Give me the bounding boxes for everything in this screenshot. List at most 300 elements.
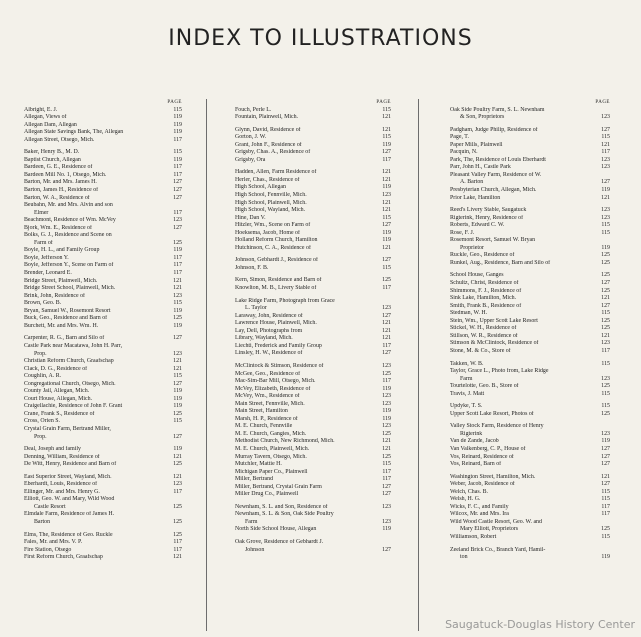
- index-entry-page: 115: [601, 533, 610, 540]
- index-entry: [24, 164, 182, 172]
- index-entry-page: 121: [382, 335, 391, 342]
- index-entry: [450, 361, 610, 369]
- index-entry: [450, 310, 610, 318]
- index-entry-page: 119: [601, 244, 610, 251]
- index-entry-title: Vos, Reinard, Barn of: [450, 461, 502, 468]
- index-entry-page: 121: [601, 295, 610, 302]
- index-entry-title: Takken, W. B.: [450, 360, 484, 367]
- index-entry-page: 115: [173, 300, 182, 307]
- index-entry-title: Rigterink, Henry, Residence of: [450, 214, 524, 221]
- index-entry-page: 119: [382, 385, 391, 392]
- index-entry: [235, 519, 391, 527]
- index-entry: [450, 376, 610, 384]
- index-entry-title: Fountain, Plainwell, Mich.: [235, 114, 298, 121]
- index-entry-title: Johnson, Gebhardt J., Residence of: [235, 257, 318, 264]
- index-entry-page: 127: [382, 222, 391, 229]
- index-entry-page: 121: [382, 176, 391, 183]
- index-entry: [235, 438, 391, 446]
- index-entry-page: 123: [382, 423, 391, 430]
- index-entry-page: 119: [173, 114, 182, 121]
- index-entry-title: Stedman, W. H.: [450, 310, 488, 317]
- index-entry: [450, 230, 610, 238]
- index-entry-title: Brown, Geo. B.: [24, 300, 62, 307]
- index-entry-title: Van Valkenberg, C. P., House of: [450, 445, 526, 452]
- index-entry-title: Beubahn, Mr. and Mrs. Alvin and son: [24, 202, 113, 209]
- index-entry-page: 123: [382, 393, 391, 400]
- index-entry: [450, 481, 610, 489]
- index-entry-title: Allegan State Savings Bank, The, Allegan: [24, 129, 124, 136]
- index-entry-title: ton: [460, 554, 468, 561]
- index-entry-title: McClintock & Stimson, Residence of: [235, 362, 324, 369]
- index-entry-page: 119: [173, 247, 182, 254]
- index-entry: [235, 350, 391, 358]
- index-entry-page: 127: [173, 224, 182, 231]
- index-entry: [235, 142, 391, 150]
- index-entry-title: Bryan, Samuel W., Rosemont Resort: [24, 307, 111, 314]
- index-entry-title: Stimson & McClintock, Residence of: [450, 340, 539, 347]
- index-entry-title: Miller, Bertrand: [235, 476, 274, 483]
- index-entry-page: 125: [601, 325, 610, 332]
- index-entry: [450, 260, 610, 268]
- index-entry: [235, 134, 391, 142]
- index-entry: [450, 107, 610, 115]
- index-entry-page: 117: [173, 546, 182, 553]
- index-entry: [235, 408, 391, 416]
- index-entry-page: 127: [173, 187, 182, 194]
- index-entry: [24, 554, 182, 562]
- index-entry-page: 121: [382, 207, 391, 214]
- index-entry-title: Newnham, S. L. & Son, Oak Side Poultry: [235, 511, 334, 518]
- index-entry: [235, 230, 391, 238]
- index-entry-page: 117: [382, 342, 391, 349]
- index-entry-title: Barton, W. A., Residence of: [24, 194, 90, 201]
- index-entry: [235, 328, 391, 336]
- index-entry: [450, 461, 610, 469]
- index-entry-title: Library, Wayland, Mich.: [235, 335, 293, 342]
- index-entry-title: De Witt, Henry, Residence and Barn of: [24, 461, 117, 468]
- index-entry-page: 119: [382, 415, 391, 422]
- index-entry-title: Welch, Chas. B.: [450, 488, 488, 495]
- index-entry-title: Liechti, Frederick and Family Group: [235, 342, 322, 349]
- index-entry-page: 119: [382, 408, 391, 415]
- index-entry-page: 117: [601, 503, 610, 510]
- index-entry-page: 117: [382, 476, 391, 483]
- index-entry-page: 115: [173, 106, 182, 113]
- index-entry-page: 123: [173, 481, 182, 488]
- index-entry-title: Paper Mills, Plainwell: [450, 141, 503, 148]
- index-entry-page: 125: [173, 503, 182, 510]
- index-entry: [24, 434, 182, 442]
- index-entry-page: 123: [382, 362, 391, 369]
- index-entry-page: 119: [173, 388, 182, 395]
- index-entry: [235, 305, 391, 313]
- index-entry-page: 125: [382, 370, 391, 377]
- index-entry: [24, 187, 182, 195]
- index-entry: [450, 215, 610, 223]
- index-entry-page: 121: [382, 199, 391, 206]
- index-entry-title: Mutchler, Mattie H.: [235, 461, 282, 468]
- index-entry: [450, 114, 610, 122]
- index-entry-title: Burchett, Mr. and Mrs. Wm. H.: [24, 322, 99, 329]
- index-entry-title: Updyke, T. S.: [450, 403, 483, 410]
- index-entry: [24, 217, 182, 225]
- index-entry: [24, 323, 182, 331]
- index-entry-title: Allegan Dam, Allegan: [24, 121, 77, 128]
- index-entry: [24, 157, 182, 165]
- index-entry-page: 121: [173, 365, 182, 372]
- index-entry-page: 125: [601, 252, 610, 259]
- index-entry-page: 123: [173, 350, 182, 357]
- index-entry-page: 117: [173, 488, 182, 495]
- index-entry-title: Albright, E. J.: [24, 106, 58, 113]
- index-entry: [24, 270, 182, 278]
- index-entry-page: 127: [382, 350, 391, 357]
- index-entry: [235, 504, 391, 512]
- index-entry-page: 115: [601, 222, 610, 229]
- index-entry-title: Pacquin, N.: [450, 149, 478, 156]
- index-entry-title: M. E. Church, Gangies, Mich.: [235, 430, 307, 437]
- index-entry: [450, 454, 610, 462]
- index-entry-page: 123: [173, 217, 182, 224]
- index-entry: [450, 127, 610, 135]
- index-entry-page: 115: [601, 496, 610, 503]
- index-entry-page: 119: [173, 129, 182, 136]
- index-entry-page: 127: [601, 481, 610, 488]
- index-entry: [24, 418, 182, 426]
- index-entry: [24, 172, 182, 180]
- index-entry-title: Tourtelotte, Geo. B., Store of: [450, 383, 519, 390]
- index-entry: [235, 222, 391, 230]
- index-entry-page: 125: [382, 277, 391, 284]
- index-entry: [235, 539, 391, 547]
- index-entry: [24, 107, 182, 115]
- index-entry-page: 123: [382, 305, 391, 312]
- index-entry: [24, 129, 182, 137]
- index-entry-page: 121: [173, 473, 182, 480]
- index-entry: [235, 526, 391, 534]
- index-entry: [450, 554, 610, 562]
- index-entry: [450, 383, 610, 391]
- index-entry: [235, 469, 391, 477]
- index-entry-page: 115: [173, 373, 182, 380]
- index-entry-title: Lawrence House, Plainwell, Mich.: [235, 320, 317, 327]
- index-entry-page: 119: [601, 438, 610, 445]
- index-entry: [24, 240, 182, 248]
- index-entry: [450, 423, 610, 431]
- index-entry-page: 125: [382, 453, 391, 460]
- index-entry: [235, 149, 391, 157]
- index-entry-title: High School, Wayland, Mich.: [235, 207, 306, 214]
- index-entry-title: Deal, Joseph and family: [24, 446, 81, 453]
- index-entry-page: 125: [173, 239, 182, 246]
- index-entry-title: Beachmont, Residence of Wm. McVey: [24, 217, 116, 224]
- index-entry: [450, 489, 610, 497]
- index-entry-page: 121: [173, 453, 182, 460]
- index-entry-title: Sink Lake, Hamilton, Mich.: [450, 295, 517, 302]
- index-entry-title: Elmdale Farm, Residence of James H.: [24, 511, 115, 518]
- index-entry: [235, 215, 391, 223]
- index-entry-title: Proprietor: [460, 244, 484, 251]
- index-entry-title: Welsh, H. G.: [450, 496, 481, 503]
- index-entry-title: Laraway, John, Residence of: [235, 312, 303, 319]
- index-entry: [450, 340, 610, 348]
- index-entry-page: 117: [173, 171, 182, 178]
- index-entry-title: Johnson, F. B.: [235, 264, 269, 271]
- index-entry: [235, 446, 391, 454]
- index-entry: [450, 157, 610, 165]
- index-entry-page: 123: [601, 375, 610, 382]
- index-entry-page: 123: [601, 164, 610, 171]
- index-entry-page: 123: [601, 207, 610, 214]
- index-entry: [24, 373, 182, 381]
- index-entry-page: 125: [173, 518, 182, 525]
- index-entry-page: 119: [173, 121, 182, 128]
- index-entry-page: 127: [173, 179, 182, 186]
- index-entry-page: 115: [601, 403, 610, 410]
- index-entry-page: 123: [601, 156, 610, 163]
- index-entry: [24, 388, 182, 396]
- index-entry: [24, 262, 182, 270]
- index-entry: [450, 237, 610, 245]
- index-entry: [24, 315, 182, 323]
- index-entry-title: McVey, Wm., Residence of: [235, 393, 300, 400]
- index-entry-page: 125: [601, 272, 610, 279]
- index-entry-page: 115: [601, 229, 610, 236]
- index-entry-page: 127: [382, 483, 391, 490]
- index-entry: [24, 300, 182, 308]
- index-entry-page: 115: [382, 106, 391, 113]
- index-entry-title: Washington Street, Hamilton, Mich.: [450, 473, 536, 480]
- index-entry-title: Hine, Dan V.: [235, 214, 266, 221]
- index-entry-page: 115: [382, 214, 391, 221]
- index-entry-title: Fire Station, Otsego: [24, 546, 72, 553]
- index-entry-title: Oak Grove, Residence of Gebhardt J.: [235, 538, 324, 545]
- index-entry-page: 121: [382, 445, 391, 452]
- index-entry: [24, 255, 182, 263]
- index-entry-title: Main Street, Fennville, Mich.: [235, 400, 305, 407]
- index-entry: [24, 396, 182, 404]
- index-entry: [24, 496, 182, 504]
- index-entry: [450, 172, 610, 180]
- index-entry-title: Roberts, Edward C. W.: [450, 222, 505, 229]
- index-entry-page: 125: [173, 410, 182, 417]
- index-entry-page: 127: [601, 126, 610, 133]
- index-entry-title: Grigsby, Chas. A., Residence of: [235, 149, 311, 156]
- index-entry-title: Farm: [460, 375, 473, 382]
- index-entry-page: 119: [173, 395, 182, 402]
- index-entry-title: Page, T.: [450, 134, 469, 141]
- index-entry-title: Mac-Sim-Bar Mill, Otsego, Mich.: [235, 378, 316, 385]
- index-entry-title: Marsh, H. P., Residence of: [235, 415, 298, 422]
- index-entry: [450, 318, 610, 326]
- index-entry-title: M. E. Church, Fennville: [235, 423, 293, 430]
- index-entry: [24, 114, 182, 122]
- index-entry: [450, 411, 610, 419]
- index-entry: [24, 504, 182, 512]
- index-entry: [24, 351, 182, 359]
- index-entry-title: Prop.: [34, 433, 47, 440]
- index-entry: [24, 366, 182, 374]
- index-entry-page: 125: [601, 287, 610, 294]
- index-entry: [24, 426, 182, 434]
- index-entry-page: 121: [382, 320, 391, 327]
- index-entry: [24, 454, 182, 462]
- index-entry-title: McGee, Geo., Residence of: [235, 370, 301, 377]
- index-entry-title: Rosemont Resort, Samuel W. Bryan: [450, 237, 536, 244]
- index-entry-title: Williamson, Robert: [450, 533, 497, 540]
- index-entry-page: 117: [173, 262, 182, 269]
- index-entry-title: Farm: [245, 518, 258, 525]
- index-entry: [235, 461, 391, 469]
- index-entry-title: Eberhardt, Louis, Residence of: [24, 481, 98, 488]
- page-column-header: PAGE: [595, 100, 610, 105]
- index-entry-title: Padgham, Judge Philip, Residence of: [450, 126, 538, 133]
- index-entry-title: Linsley, H. W., Residence of: [235, 350, 303, 357]
- index-entry-title: Fales, Mr. and Mrs. V. P.: [24, 539, 83, 546]
- index-entry-title: Parr, John H., Castle Park: [450, 164, 511, 171]
- index-column-2: [235, 99, 391, 554]
- index-entry: [235, 423, 391, 431]
- index-entry-title: Allegan, Views of: [24, 114, 67, 121]
- index-entry-page: 121: [382, 327, 391, 334]
- index-entry: [235, 257, 391, 265]
- index-entry-page: 125: [173, 461, 182, 468]
- index-entry-title: Murray Tavern, Otsego, Mich.: [235, 453, 307, 460]
- index-entry: [24, 225, 182, 233]
- index-entry-page: 119: [382, 229, 391, 236]
- page-column-header: PAGE: [376, 100, 391, 105]
- index-entry: [24, 403, 182, 411]
- index-entry: [450, 195, 610, 203]
- index-entry: [450, 474, 610, 482]
- index-entry: [24, 532, 182, 540]
- index-entry-title: First Reform Church, Graafschap: [24, 554, 103, 561]
- index-entry-title: Fouch, Perle L.: [235, 106, 272, 113]
- index-entry-title: A. Barton: [460, 179, 484, 186]
- index-entry-title: Travis, J. Matt: [450, 390, 485, 397]
- index-entry-title: Newnham, S. L. and Son, Residence of: [235, 503, 328, 510]
- index-entry-title: Hitzler, Wm., Scene on Farm of: [235, 222, 311, 229]
- index-entry-page: 127: [382, 546, 391, 553]
- index-entry-title: Main Street, Hamilton: [235, 408, 288, 415]
- index-entry-title: Wilcox, Mr. and Mrs. Ira: [450, 511, 509, 518]
- index-entry: [235, 184, 391, 192]
- index-entry-title: Barton, Mr. and Mrs. James H.: [24, 179, 97, 186]
- index-entry: [450, 511, 610, 519]
- index-entry-page: 115: [382, 461, 391, 468]
- index-entry-page: 127: [601, 302, 610, 309]
- index-entry-page: 117: [601, 347, 610, 354]
- index-entry-page: 121: [173, 285, 182, 292]
- index-entry-page: 123: [173, 292, 182, 299]
- index-entry: [235, 200, 391, 208]
- index-entry-page: 121: [601, 194, 610, 201]
- index-entry-title: Cross, Orien S.: [24, 418, 60, 425]
- index-entry-page: 115: [601, 390, 610, 397]
- index-entry-title: Grant, John F., Residence of: [235, 141, 302, 148]
- index-entry: [235, 431, 391, 439]
- index-entry-title: L. Taylor: [245, 305, 267, 312]
- index-entry-page: 125: [601, 383, 610, 390]
- index-entry-title: Taylor, Grace L., Photo from, Lake Ridge: [450, 368, 549, 375]
- index-entry-title: Smith, Frank B., Residence of: [450, 302, 522, 309]
- index-entry-title: Stein, Wm., Upper Scott Lake Resort: [450, 317, 538, 324]
- index-entry-title: Hutchinson, C. A., Residence of: [235, 244, 311, 251]
- index-entry: [450, 303, 610, 311]
- index-entry: [235, 476, 391, 484]
- index-entry-title: Holland Reform Church, Hamilton: [235, 237, 318, 244]
- index-entry: [450, 179, 610, 187]
- index-entry-page: 127: [173, 433, 182, 440]
- index-entry-page: 115: [601, 310, 610, 317]
- index-entry: [235, 386, 391, 394]
- index-entry-title: Bolks, G. J., Residence and Scene on: [24, 232, 112, 239]
- index-entry: [235, 454, 391, 462]
- index-entry-title: Grigsby, Ora: [235, 156, 266, 163]
- index-entry: [24, 247, 182, 255]
- index-entry-page: 125: [601, 259, 610, 266]
- index-entry: [450, 222, 610, 230]
- index-entry-page: 115: [601, 488, 610, 495]
- index-entry-title: Michigan Paper Co., Plainwell: [235, 468, 308, 475]
- index-entry-title: High School, Fennville, Mich.: [235, 192, 307, 199]
- index-entry-title: Van de Zande, Jacob: [450, 438, 499, 445]
- index-entry-title: Rose, F. J.: [450, 229, 475, 236]
- index-entry: [235, 484, 391, 492]
- index-entry-title: East Superior Street, Wayland, Mich.: [24, 473, 112, 480]
- index-entry-title: Baker, Henry B., M. D.: [24, 149, 80, 156]
- index-entry-title: Schultz, Christ, Residence of: [450, 280, 519, 287]
- index-entry-page: 117: [173, 254, 182, 261]
- index-entry-page: 117: [173, 539, 182, 546]
- index-entry-page: 121: [601, 332, 610, 339]
- index-entry: [450, 547, 610, 555]
- index-entry-page: 125: [173, 531, 182, 538]
- index-entry-title: Carpenter, R. G., Barn and Silo of: [24, 335, 105, 342]
- index-entry-page: 127: [601, 453, 610, 460]
- index-entry-page: 121: [173, 554, 182, 561]
- index-entry-page: 125: [601, 526, 610, 533]
- index-entry-page: 117: [601, 511, 610, 518]
- index-entry-page: 127: [601, 280, 610, 287]
- index-entry: [24, 343, 182, 351]
- index-entry-page: 119: [173, 446, 182, 453]
- index-entry-title: Miller Drug Co., Plainwell: [235, 491, 299, 498]
- index-entry-page: 125: [173, 315, 182, 322]
- index-entry-title: & Son, Proprietors: [460, 114, 505, 121]
- index-entry-title: Ellinger, Mr. and Mrs. Henry G.: [24, 488, 100, 495]
- index-entry: [450, 295, 610, 303]
- index-entry: [24, 210, 182, 218]
- index-entry: [450, 446, 610, 454]
- index-entry: [24, 481, 182, 489]
- index-entry-page: 119: [173, 307, 182, 314]
- index-entry: [24, 446, 182, 454]
- index-entry-page: 121: [382, 169, 391, 176]
- index-entry-title: Crane, Frank S., Residence of: [24, 410, 95, 417]
- index-entry-title: McVey, Elizabeth, Residence of: [235, 385, 311, 392]
- index-entry-title: M. E. Church, Plainwell, Mich.: [235, 445, 310, 452]
- index-entry-page: 119: [173, 403, 182, 410]
- index-entry: [24, 358, 182, 366]
- index-entry-page: 123: [601, 340, 610, 347]
- index-entry-page: 117: [173, 209, 182, 216]
- index-entry-page: 125: [382, 430, 391, 437]
- index-entry-page: 127: [601, 179, 610, 186]
- index-entry-page: 121: [382, 244, 391, 251]
- index-entry-page: 127: [382, 491, 391, 498]
- index-entry-title: Park, The, Residence of Louis Eberhardt: [450, 156, 546, 163]
